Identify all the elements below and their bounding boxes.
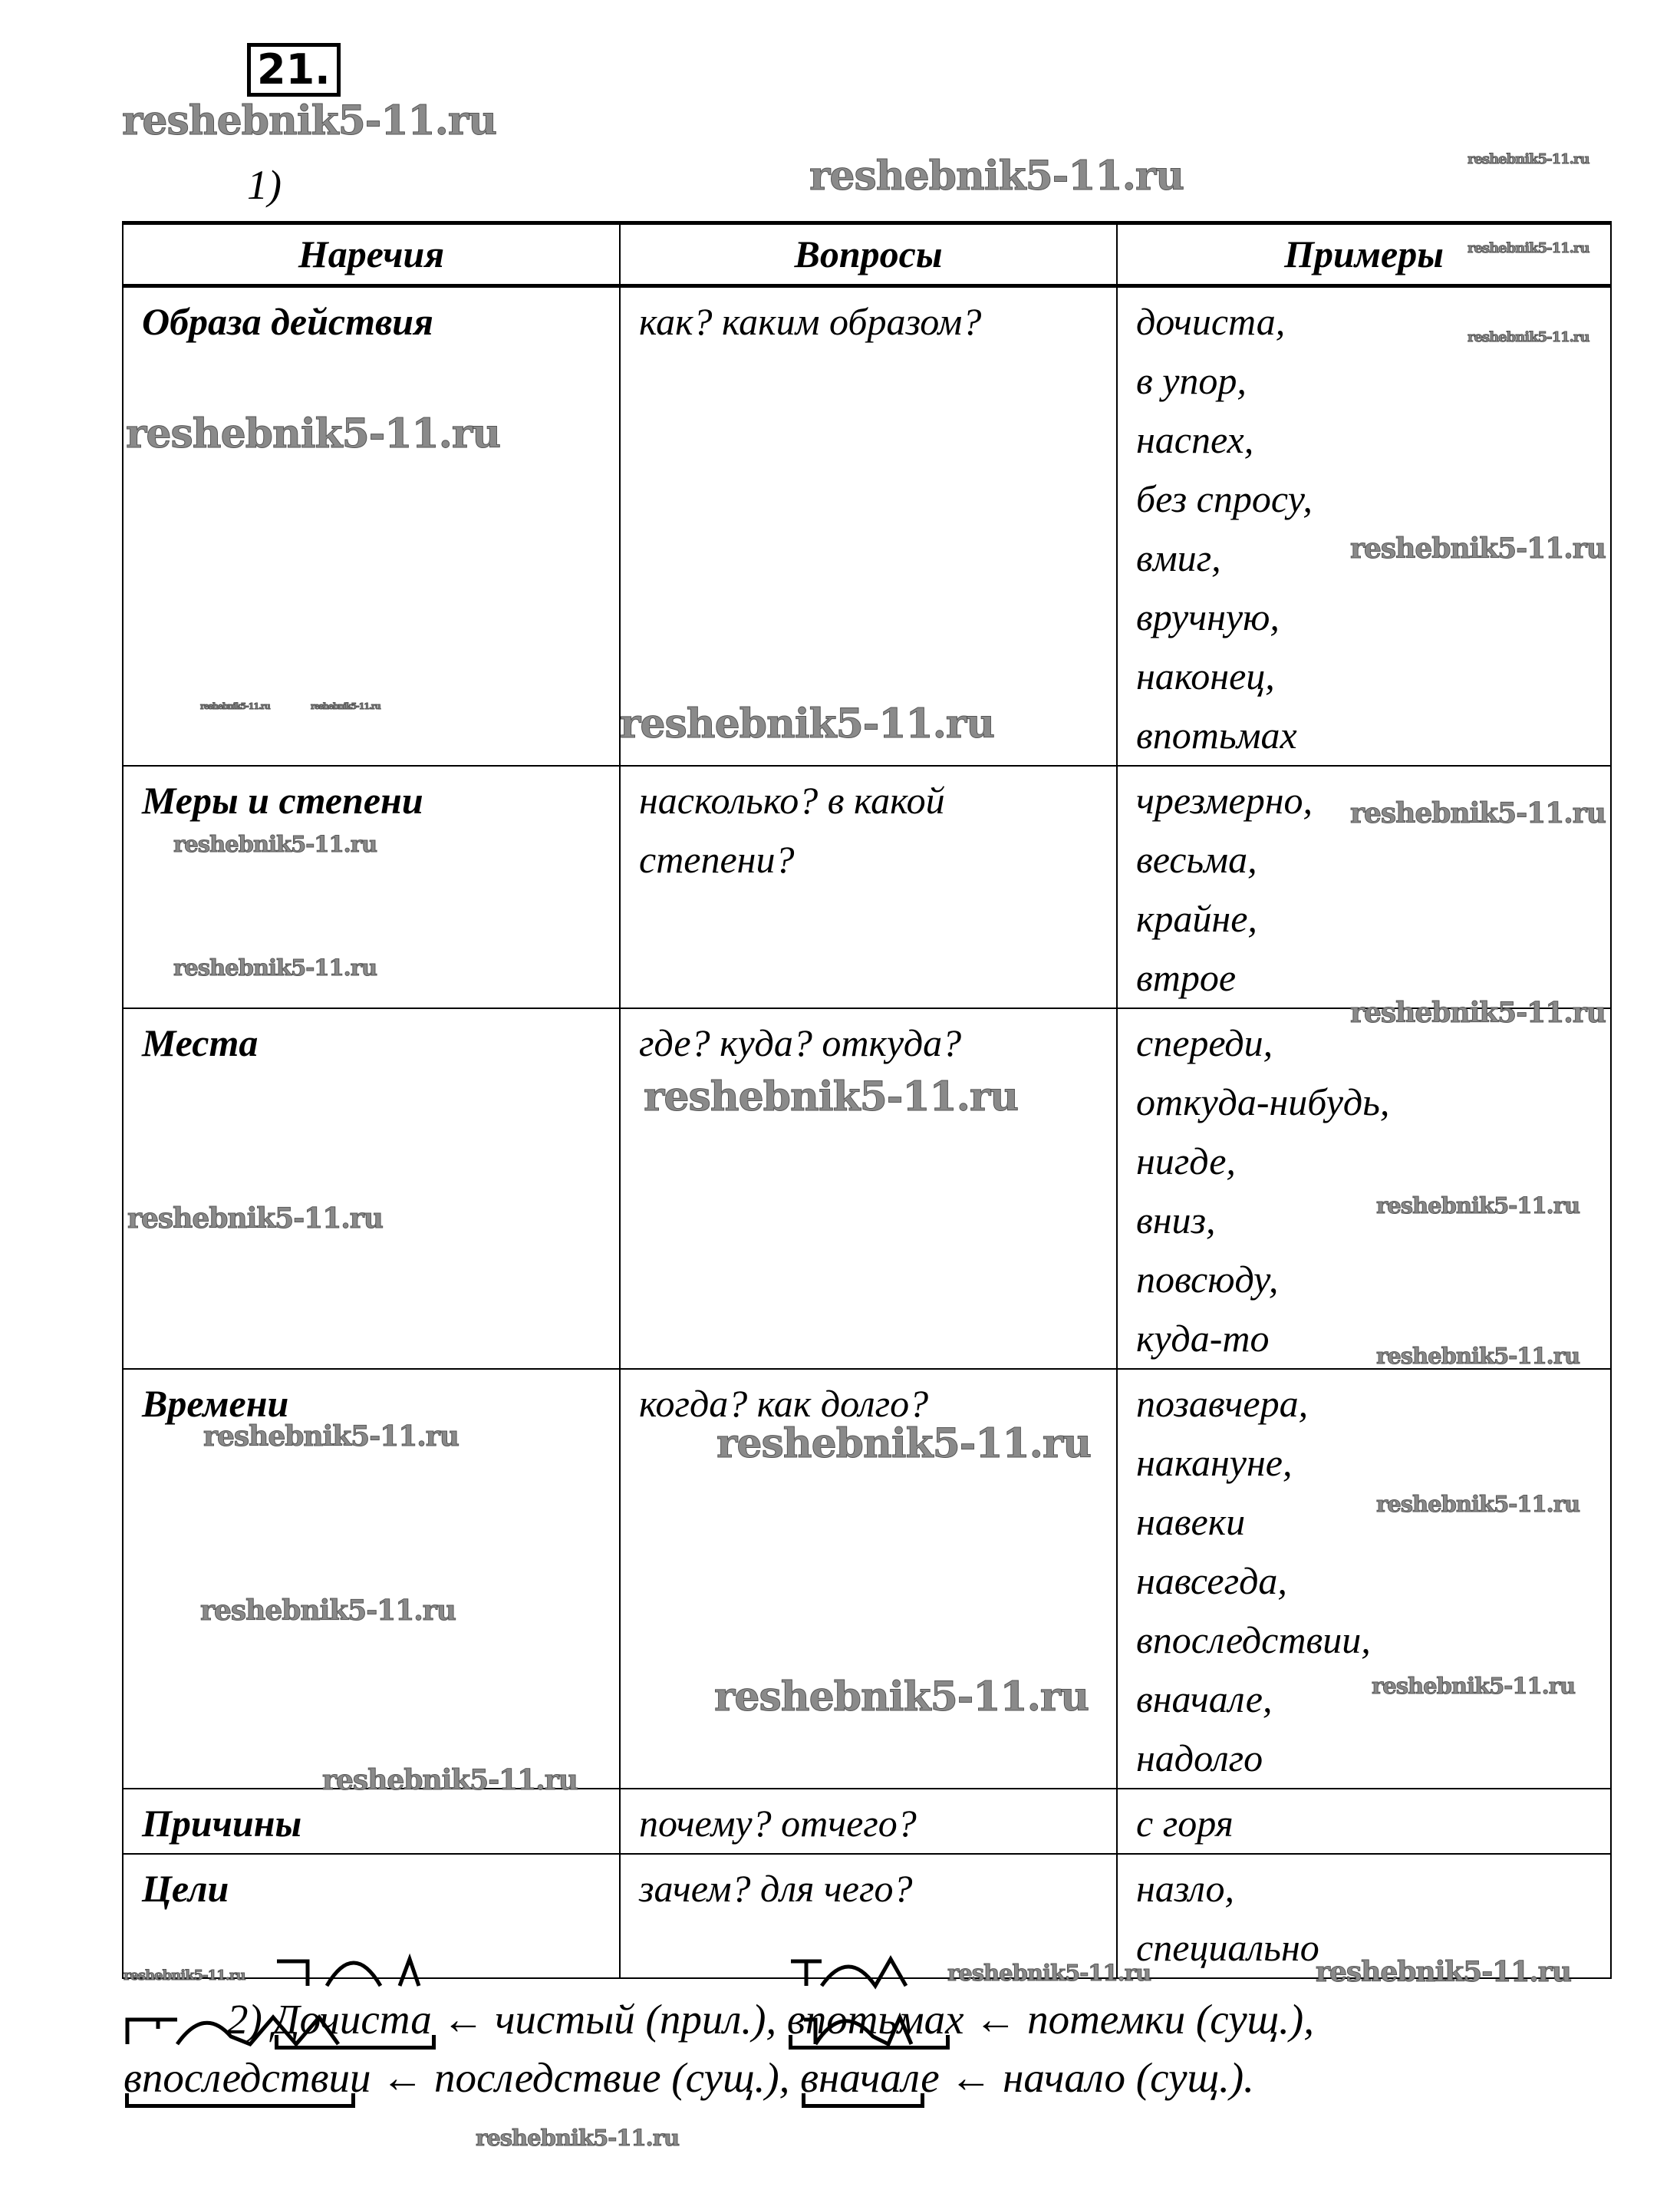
example-word: впотьмах (1136, 714, 1297, 757)
question-text: насколько? в какой (639, 779, 945, 822)
morpheme-marks-icon (800, 2013, 938, 2052)
watermark: reshebnik5-11.ru (1350, 997, 1606, 1029)
questions-cell (620, 766, 1117, 1008)
example-word: вручную, (1136, 595, 1280, 638)
example-word: вниз, (1136, 1199, 1216, 1242)
question-text: как? каким образом? (639, 300, 982, 343)
part2-label: 2) (227, 1996, 262, 2043)
questions-cell (620, 1008, 1117, 1369)
example-word: специально (1136, 1926, 1319, 1969)
watermark: reshebnik5-11.ru (200, 701, 270, 711)
part2-line2: впоследствии ← последствие (сущ.), вначале ← начало (сущ.). (124, 2053, 1254, 2102)
adverb-category: Цели (123, 1854, 620, 1978)
adverb-category: Образа действия (123, 286, 620, 767)
example-word: повсюду, (1136, 1258, 1279, 1301)
part1-label: 1) (247, 162, 282, 208)
watermark: reshebnik5-11.ru (122, 97, 497, 144)
morpheme-word-vposledstvii: впоследствии (124, 2053, 371, 2102)
example-word: спереди, (1136, 1021, 1273, 1064)
questions-cell (620, 286, 1117, 767)
watermark: reshebnik5-11.ru (311, 701, 380, 711)
watermark: reshebnik5-11.ru (1468, 240, 1589, 256)
header-adverbs: Наречия (123, 223, 620, 286)
watermark: reshebnik5-11.ru (1376, 1491, 1580, 1517)
watermark: reshebnik5-11.ru (1350, 533, 1606, 565)
example-word: впоследствии, (1136, 1618, 1371, 1661)
adverb-category: Времени (123, 1369, 620, 1789)
example-word: назло, (1136, 1867, 1234, 1910)
watermark: reshebnik5-11.ru (124, 1967, 245, 1984)
header-examples: Примеры (1117, 223, 1611, 286)
examples-cell (1117, 1369, 1611, 1789)
watermark: reshebnik5-11.ru (644, 1073, 1019, 1120)
watermark: reshebnik5-11.ru (1376, 1192, 1580, 1219)
watermark: reshebnik5-11.ru (1372, 1673, 1576, 1699)
morpheme-word-dochista: Дочиста (273, 1995, 432, 2043)
example-word: вмиг, (1136, 536, 1221, 579)
watermark: reshebnik5-11.ru (476, 2125, 680, 2151)
example-word: в упор, (1136, 359, 1247, 402)
example-word: надолго (1136, 1736, 1263, 1779)
part2-line1: 2) Дочиста ← чистый (прил.), впотьмах ← потемки (сущ.), (227, 1995, 1314, 2043)
question-text: когда? как долго? (639, 1382, 929, 1425)
exercise-number: 21. (247, 43, 341, 97)
watermark: reshebnik5-11.ru (1468, 329, 1589, 345)
example-word: без спросу, (1136, 477, 1313, 520)
watermark: reshebnik5-11.ru (322, 1764, 578, 1796)
watermark: reshebnik5-11.ru (173, 831, 377, 857)
watermark: reshebnik5-11.ru (127, 1202, 383, 1235)
adverb-category: Причины (123, 1789, 620, 1854)
watermark: reshebnik5-11.ru (203, 1420, 459, 1453)
watermark: reshebnik5-11.ru (714, 1674, 1089, 1720)
morpheme-marks-icon (124, 2013, 354, 2052)
examples-cell (1117, 286, 1611, 767)
morpheme-marks-icon (787, 1955, 948, 1994)
question-text: где? куда? откуда? (639, 1021, 962, 1064)
watermark: reshebnik5-11.ru (620, 701, 995, 747)
example-word: вначале, (1136, 1677, 1273, 1720)
example-word: с горя (1136, 1802, 1234, 1845)
watermark: reshebnik5-11.ru (716, 1420, 1092, 1467)
example-word: наспех, (1136, 418, 1254, 461)
example-word: накануне, (1136, 1441, 1293, 1484)
examples-cell (1117, 1008, 1611, 1369)
example-word: крайне, (1136, 897, 1257, 940)
questions-cell (620, 1789, 1117, 1854)
watermark: reshebnik5-11.ru (1376, 1343, 1580, 1369)
watermark: reshebnik5-11.ru (809, 153, 1184, 200)
example-word: чрезмерно, (1136, 779, 1313, 822)
table-row (123, 1008, 1611, 1369)
header-questions: Вопросы (620, 223, 1117, 286)
question-text: зачем? для чего? (639, 1867, 913, 1910)
watermark: reshebnik5-11.ru (1350, 797, 1606, 829)
example-word: позавчера, (1136, 1382, 1309, 1425)
watermark: reshebnik5-11.ru (173, 955, 377, 981)
example-word: весьма, (1136, 838, 1257, 881)
morpheme-word-vnachale: вначале (800, 2053, 939, 2102)
table-header-row (123, 223, 1611, 286)
examples-cell (1117, 1789, 1611, 1854)
question-text: степени? (639, 838, 795, 881)
watermark: reshebnik5-11.ru (126, 411, 501, 457)
adverb-category: Меры и степени (123, 766, 620, 1008)
watermark: reshebnik5-11.ru (200, 1595, 456, 1627)
example-word: наконец, (1136, 655, 1275, 698)
table-row (123, 1789, 1611, 1854)
example-word: откуда-нибудь, (1136, 1080, 1390, 1123)
example-word: втрое (1136, 956, 1237, 999)
adverb-category: Места (123, 1008, 620, 1369)
morpheme-marks-icon (273, 1955, 434, 1994)
question-text: почему? отчего? (639, 1802, 917, 1845)
example-word: дочиста, (1136, 300, 1286, 343)
watermark: reshebnik5-11.ru (947, 1960, 1151, 1986)
morpheme-word-vpotmakh: впотьмах (787, 1995, 964, 2043)
watermark: reshebnik5-11.ru (1316, 1956, 1571, 1988)
example-word: навеки (1136, 1500, 1246, 1543)
example-word: нигде, (1136, 1139, 1236, 1182)
example-word: куда-то (1136, 1317, 1270, 1360)
watermark: reshebnik5-11.ru (1468, 151, 1589, 167)
example-word: навсегда, (1136, 1559, 1287, 1602)
table-row (123, 286, 1611, 767)
